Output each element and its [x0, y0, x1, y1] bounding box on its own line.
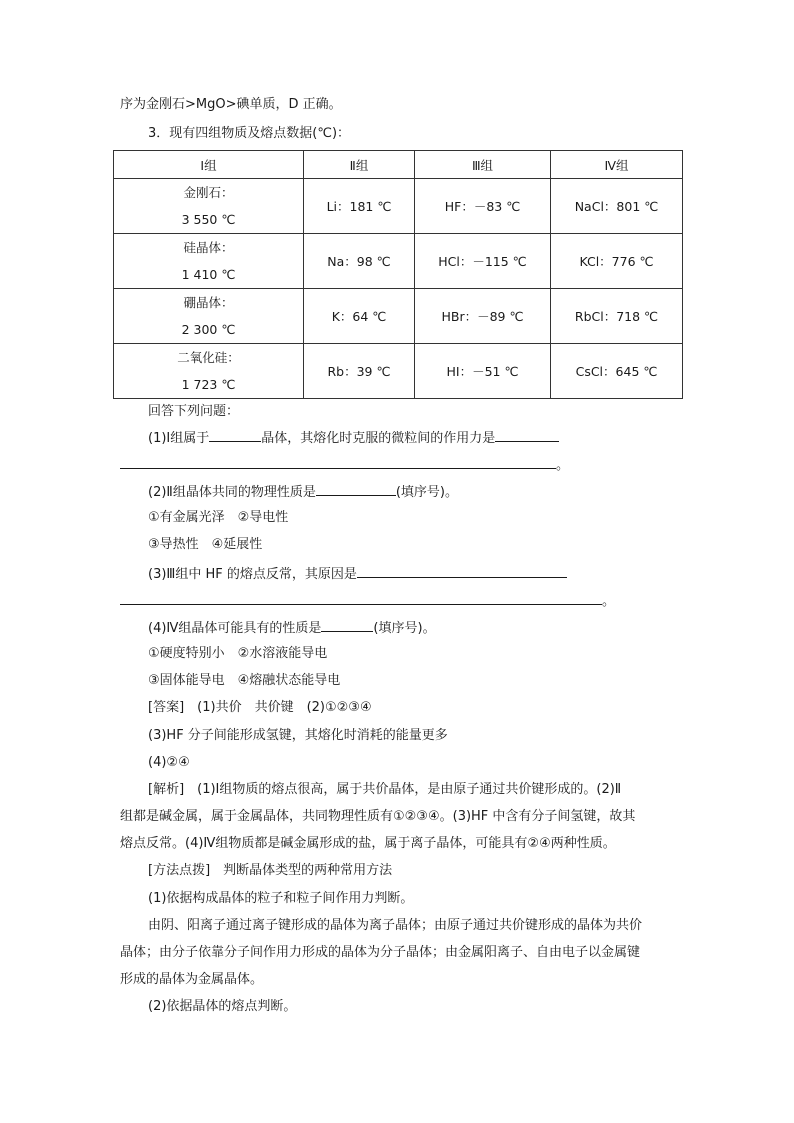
answer-blank[interactable]	[357, 564, 567, 578]
prompt: 回答下列问题：	[148, 404, 240, 419]
substance-name: 金刚石：	[183, 185, 234, 200]
cell-group-1	[114, 234, 304, 289]
q1-text-a: (1)Ⅰ组属于	[148, 431, 210, 446]
intro-line: 序为金刚石>MgO>碘单质，D 正确。	[120, 97, 342, 112]
analysis-line-2: 组都是碱金属，属于金属晶体，共同物理性质有①②③④。(3)HF 中含有分子间氢键，故其	[120, 809, 636, 824]
header-group-4: Ⅳ组	[551, 151, 683, 179]
table-row	[114, 344, 683, 399]
analysis-line-3: 熔点反常。(4)Ⅳ组物质都是碱金属形成的盐，属于离子晶体，可能具有②④两种性质。	[120, 836, 616, 851]
q4-options-1: ①硬度特别小 ②水溶液能导电	[148, 646, 328, 661]
table-row	[114, 234, 683, 289]
q2-options-2: ③导热性 ④延展性	[148, 537, 263, 552]
q4-options-2: ③固体能导电 ④熔融状态能导电	[148, 673, 341, 688]
answer-blank[interactable]	[120, 591, 602, 605]
substance-value: 2 300 ℃	[181, 322, 236, 337]
answer-line-2: (3)HF 分子间能形成氢键，其熔化时消耗的能量更多	[148, 728, 448, 743]
question-title: 3．现有四组物质及熔点数据(℃)：	[148, 126, 351, 141]
method-point-2: (2)依据晶体的熔点判断。	[148, 999, 297, 1014]
answer-label: [答案]	[148, 700, 185, 715]
question-3	[148, 564, 567, 584]
method-title: [方法点拨] 判断晶体类型的两种常用方法	[148, 863, 393, 878]
answer-blank[interactable]	[209, 428, 261, 442]
cell-group-4: CsCl：645 ℃	[551, 344, 683, 399]
method-point-1: (1)依据构成晶体的粒子和粒子间作用力判断。	[148, 891, 414, 906]
answer-text: (1)共价 共价键 (2)①②③④	[184, 700, 372, 715]
substance-value: 3 550 ℃	[181, 212, 236, 227]
q4-text-b: (填序号)。	[373, 621, 436, 636]
q2-text-a: (2)Ⅱ组晶体共同的物理性质是	[148, 485, 316, 500]
cell-group-1	[114, 289, 304, 344]
cell-group-4: NaCl：801 ℃	[551, 179, 683, 234]
analysis-line-1: [解析] (1)Ⅰ组物质的熔点很高，属于共价晶体，是由原子通过共价键形成的。(2)Ⅱ	[148, 782, 622, 797]
cell-group-1	[114, 344, 304, 399]
cell-group-2: Na：98 ℃	[304, 234, 415, 289]
substance-value: 1 410 ℃	[181, 267, 236, 282]
q2-text-b: (填序号)。	[395, 485, 458, 500]
cell-group-4: RbCl：718 ℃	[551, 289, 683, 344]
substance-name: 二氧化硅：	[177, 350, 240, 365]
answer-blank[interactable]	[316, 482, 396, 496]
q1-text-b: 晶体，其熔化时克服的微粒间的作用力是	[261, 431, 496, 446]
substance-name: 硼晶体：	[183, 295, 234, 310]
q3-text-a: (3)Ⅲ组中 HF 的熔点反常，其原因是	[148, 567, 357, 582]
cell-group-3: HI：－51 ℃	[415, 344, 551, 399]
cell-group-3: HBr：－89 ℃	[415, 289, 551, 344]
method-paragraph-line-1: 由阴、阳离子通过离子键形成的晶体为离子晶体；由原子通过共价键形成的晶体为共价	[148, 918, 643, 933]
q4-text-a: (4)Ⅳ组晶体可能具有的性质是	[148, 621, 322, 636]
melting-point-table	[113, 150, 683, 399]
answer-blank[interactable]	[495, 428, 559, 442]
q2-options-1: ①有金属光泽 ②导电性	[148, 510, 289, 525]
header-group-3: Ⅲ组	[415, 151, 551, 179]
header-group-2: Ⅱ组	[304, 151, 415, 179]
answer-line-1	[148, 699, 372, 717]
cell-group-1	[114, 179, 304, 234]
method-paragraph-line-3: 形成的晶体为金属晶体。	[120, 972, 264, 987]
question-1-cont	[120, 455, 569, 475]
header-group-1: Ⅰ组	[114, 151, 304, 179]
answer-line-3: (4)②④	[148, 755, 190, 770]
q1-end: 。	[556, 458, 570, 473]
table-header-row	[114, 151, 683, 179]
cell-group-3: HF：－83 ℃	[415, 179, 551, 234]
cell-group-2: Li：181 ℃	[304, 179, 415, 234]
cell-group-2: Rb：39 ℃	[304, 344, 415, 399]
substance-value: 1 723 ℃	[181, 377, 236, 392]
answer-blank[interactable]	[321, 618, 373, 632]
question-1	[148, 428, 559, 448]
question-3-cont	[120, 591, 615, 611]
q3-end: 。	[602, 594, 616, 609]
table-row	[114, 289, 683, 344]
cell-group-4: KCl：776 ℃	[551, 234, 683, 289]
question-2	[148, 482, 458, 502]
answer-blank[interactable]	[120, 455, 556, 469]
substance-name: 硅晶体：	[183, 240, 234, 255]
cell-group-2: K：64 ℃	[304, 289, 415, 344]
method-paragraph-line-2: 晶体；由分子依靠分子间作用力形成的晶体为分子晶体；由金属阳离子、自由电子以金属键	[120, 945, 641, 960]
table-row	[114, 179, 683, 234]
question-4	[148, 618, 436, 638]
cell-group-3: HCl：－115 ℃	[415, 234, 551, 289]
